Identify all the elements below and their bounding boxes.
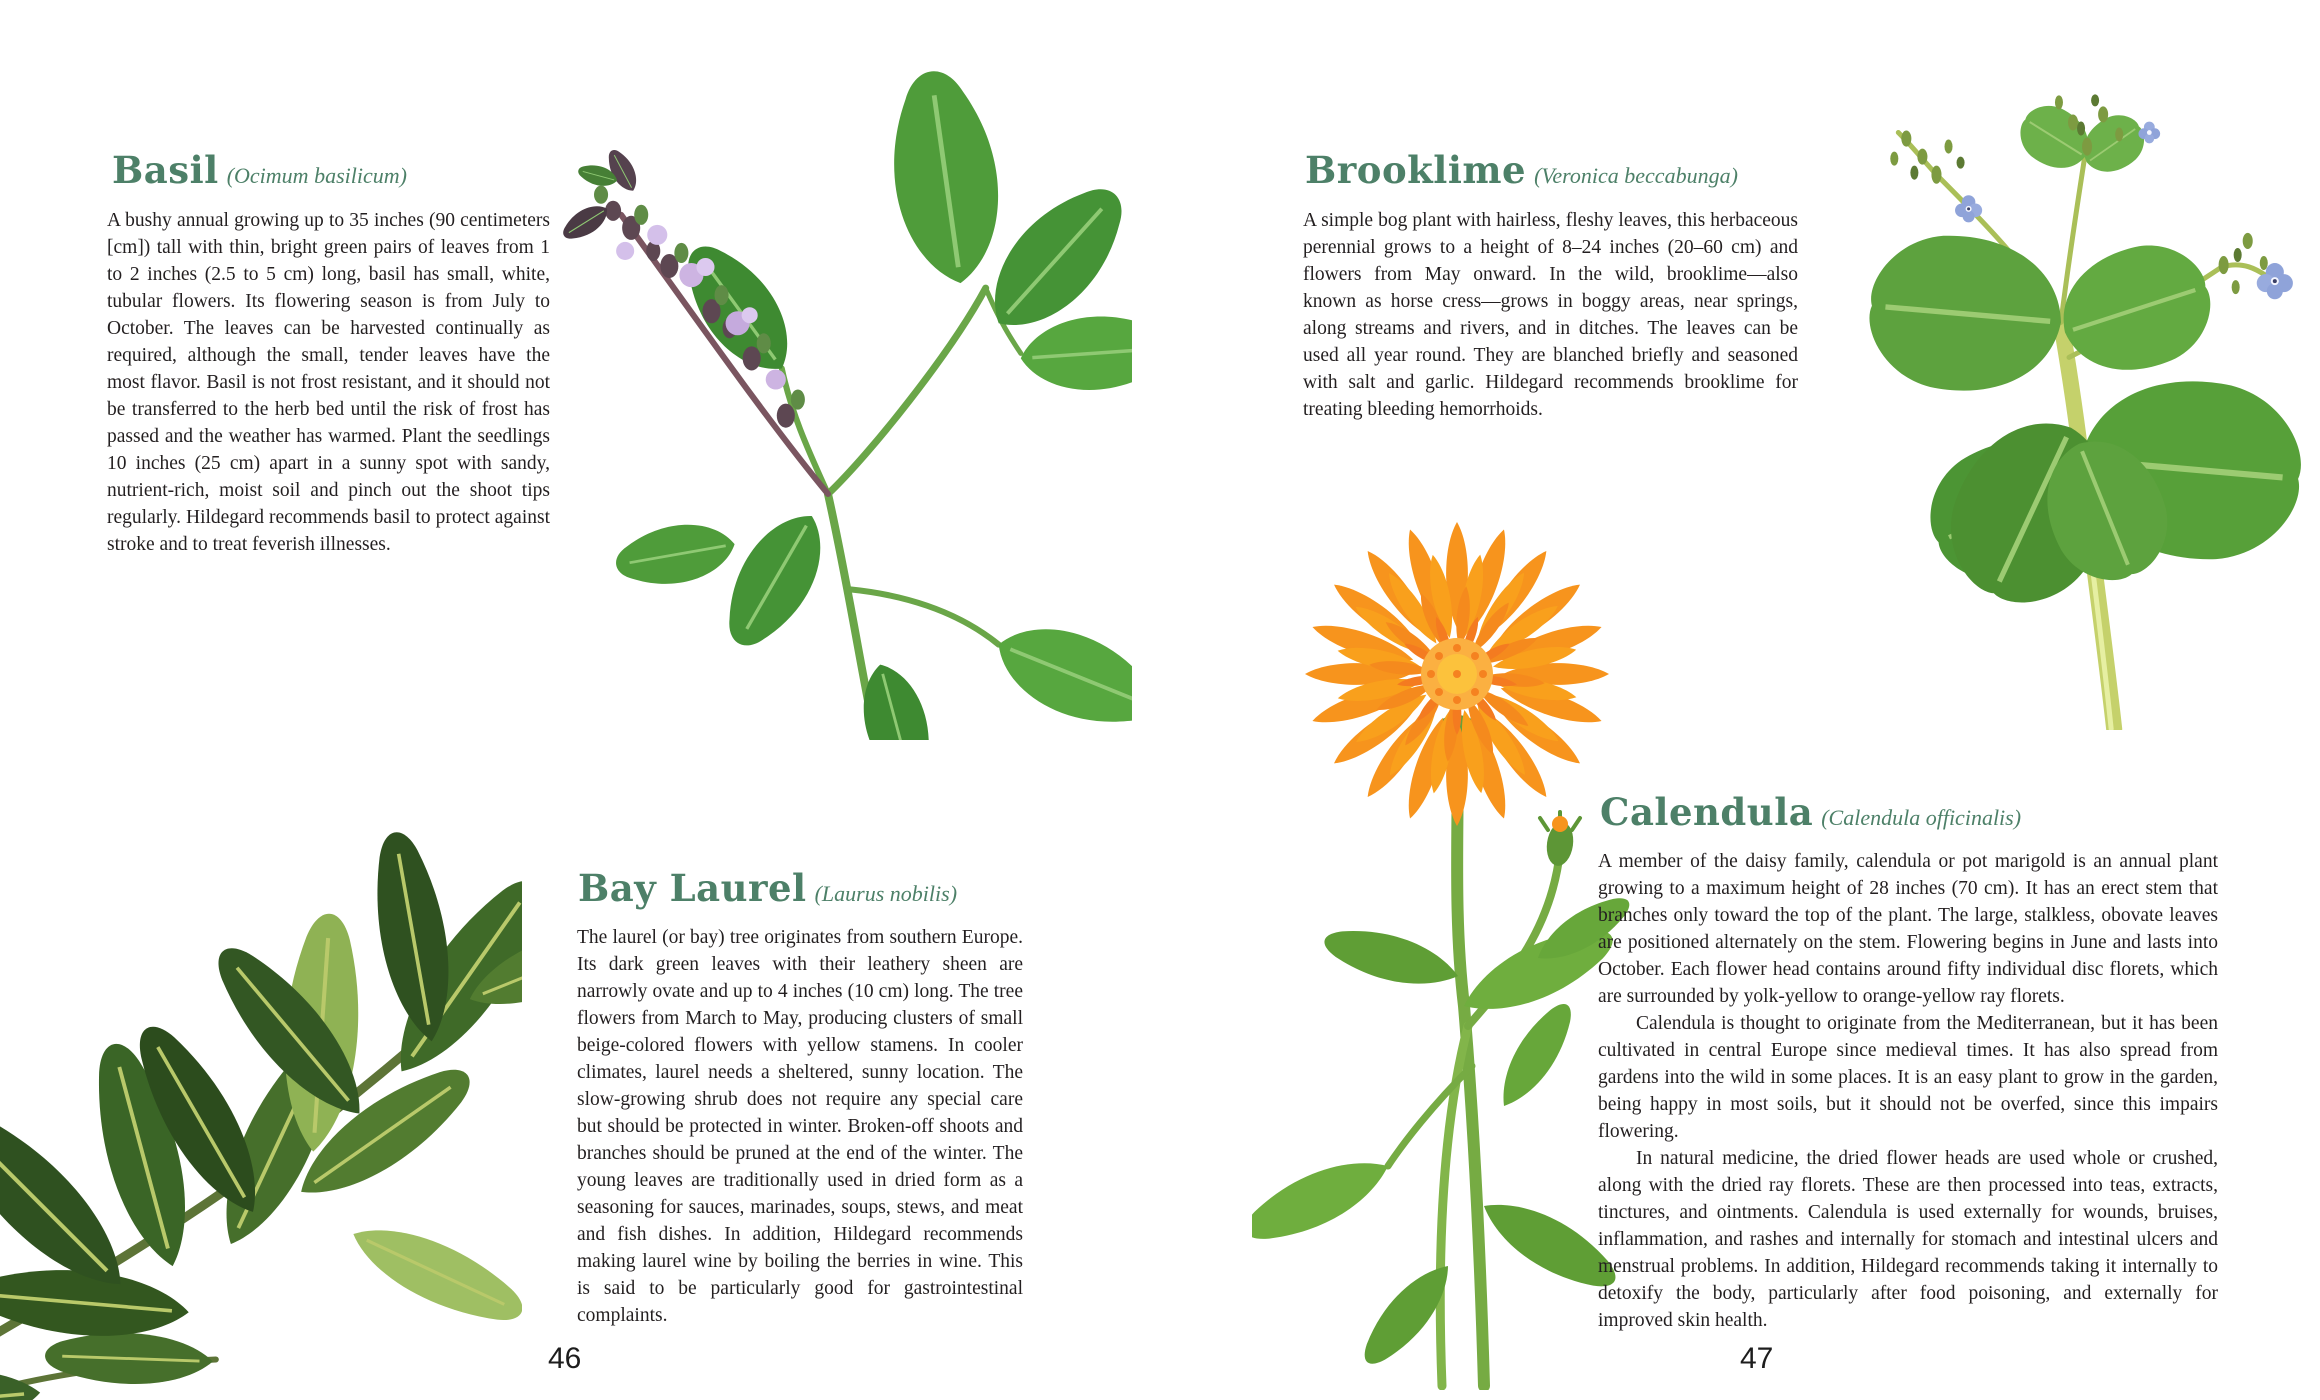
bay-laurel-text-block (577, 924, 1023, 1329)
calendula-description-2: Calendula is thought to originate from the Mediterranean, but it has been cultivated in central Europe since medieval times. It has also spread from gardens into the wild in some places. It is an easy plant to grow in the garden, being happy in most soils, but it should not be overfed, since this impairs flowering. (1598, 1013, 2218, 1142)
brooklime-text-block (1303, 207, 1798, 423)
bay-laurel-description: The laurel (or bay) tree originates from southern Europe. Its dark green leaves with their leathery sheen are narrowly ovate and up to 4 inches (10 cm) long. The tree flowers from March to May, producing clusters of small beige-colored flowers with yellow stamens. In cooler climates, laurel needs a sheltered, sunny location. The slow-growing shrub does not require any special care but should be protected in winter. Broken-off shoots and branches should be pruned at the end of the winter. The young leaves are traditionally used in dried form as a seasoning for sauces, marinades, soups, stews, and meat and fish dishes. In addition, Hildegard recommends making laurel wine by boiling the berries in wine. This is said to be particularly good for gastrointestinal complaints. (577, 927, 1023, 1326)
basil-latin-name: (Ocimum basilicum) (226, 163, 407, 188)
calendula-latin-name: (Calendula officinalis) (1821, 805, 2022, 830)
bay-laurel-photo (0, 812, 522, 1400)
calendula-description-1: A member of the daisy family, calendula or pot marigold is an annual plant growing to a maximum height of 28 inches (70 cm). It has an erect stem that branches only toward the top of the plant. The large, stalkless, obovate leaves are positioned alternately on the stem. Flowering begins in June and lasts into October. Each flower head contains around fifty individual disc florets, which are surrounded by yolk-yellow to orange-yellow ray florets. (1598, 851, 2218, 1007)
bay-laurel-branch-illustration (0, 812, 522, 1400)
brooklime-latin-name: (Veronica beccabunga) (1534, 163, 1738, 188)
basil-title: Basil (112, 148, 219, 192)
bay-laurel-title: Bay Laurel (578, 866, 807, 910)
brooklime-photo (1818, 25, 2320, 730)
basil-heading (112, 148, 407, 192)
page-number-right: 47 (1740, 1342, 1774, 1375)
brooklime-plant-illustration (1818, 25, 2320, 730)
brooklime-title: Brooklime (1305, 148, 1527, 192)
bay-laurel-latin-name: (Laurus nobilis) (814, 881, 958, 906)
page-number-left: 46 (548, 1342, 582, 1375)
calendula-text-block (1598, 848, 2218, 1334)
basil-text-block (107, 207, 550, 558)
brooklime-heading (1305, 148, 1738, 192)
basil-description: A bushy annual growing up to 35 inches (90 centimeters [cm]) tall with thin, bright green pairs of leaves from 1 to 2 inches (2.5 to 5 cm) long, basil has small, white, tubular flowers. Its flowering season is from July to October. The leaves can be harvested continually as required, although the small, tender leaves have the most flavor. Basil is not frost resistant, and it should not be transferred to the herb bed until the risk of frost has passed and the weather has warmed. Plant the seedlings 10 inches (25 cm) apart in a sunny spot with sandy, nutrient-rich, moist soil and pinch out the shoot tips regularly. Hildegard recommends basil to protect against stroke and to treat feverish illnesses. (107, 210, 550, 555)
calendula-heading (1600, 790, 2021, 834)
basil-sprig-illustration (528, 22, 1132, 740)
calendula-title: Calendula (1600, 790, 1814, 834)
brooklime-description: A simple bog plant with hairless, fleshy leaves, this herbaceous perennial grows to a height of 8–24 inches (20–60 cm) and flowers from May onward. In the wild, brooklime—also known as horse cress—grows in boggy areas, near springs, along streams and rivers, and in ditches. The leaves can be used all year round. They are blanched briefly and seasoned with salt and garlic. Hildegard recommends brooklime for treating bleeding hemorrhoids. (1303, 210, 1798, 420)
basil-photo (528, 22, 1132, 740)
bay-laurel-heading (578, 866, 957, 910)
calendula-description-3: In natural medicine, the dried flower heads are used whole or crushed, along with the dried ray florets. These are then processed into teas, extracts, tinctures, and ointments. Calendula is used externally for wounds, bruises, inflammation, and rashes and internally for stomach and intestinal ulcers and menstrual problems. In addition, Hildegard recommends taking it internally to detoxify the body, particularly after food poisoning, and externally for improved skin health. (1598, 1148, 2218, 1331)
